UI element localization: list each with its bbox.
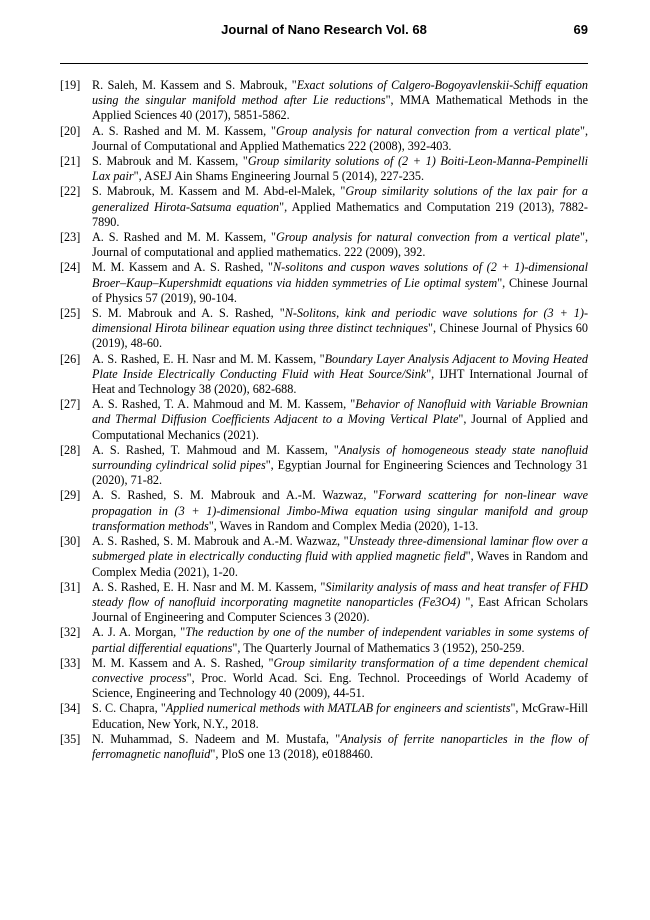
reference-source: ", MMA Mathematical Methods in the Applied Sciences 40 (2017), 5851-5862. bbox=[92, 93, 588, 123]
reference-entry bbox=[60, 534, 588, 580]
reference-authors: A. S. Rashed, S. M. Mabrouk and A.-M. Wazwaz, " bbox=[92, 534, 349, 549]
reference-number: [22] bbox=[60, 184, 81, 199]
reference-text bbox=[92, 306, 588, 352]
reference-source: ", IJHT International Journal of Heat and Technology 38 (2020), 682-688. bbox=[92, 366, 588, 397]
reference-authors: A. S. Rashed, E. H. Nasr and M. M. Kassem, " bbox=[92, 579, 326, 594]
reference-title: Group similarity solutions of (2 + 1) Boiti-Leon-Manna-Pempinelli Lax pair bbox=[92, 154, 588, 184]
reference-title: Forward scattering for non-linear wave propagation in (3 + 1)-dimensional Jimbo-Miwa equation using singular manifold and group transformation methods bbox=[92, 488, 588, 533]
reference-source: ", Waves in Random and Complex Media (2021), 1-20. bbox=[92, 549, 589, 579]
reference-authors: S. C. Chapra, " bbox=[92, 701, 166, 716]
reference-authors: R. Saleh, M. Kassem and S. Mabrouk, " bbox=[92, 78, 297, 92]
reference-title: N-Solitons, kink and periodic wave solutions for (3 + 1)-dimensional Hirota bilinear equation using three distinct techniques bbox=[92, 306, 588, 336]
reference-number: [23] bbox=[60, 230, 81, 245]
reference-entry bbox=[60, 488, 588, 534]
reference-text bbox=[92, 352, 588, 398]
reference-source: ", East African Scholars Journal of Engineering and Computer Sciences 3 (2020). bbox=[92, 594, 588, 625]
reference-text bbox=[92, 230, 588, 260]
reference-source: ", Chinese Journal of Physics 57 (2019), 90-104. bbox=[92, 275, 588, 305]
reference-text bbox=[92, 443, 588, 489]
reference-authors: A. S. Rashed, T. Mahmoud and M. Kassem, " bbox=[92, 442, 339, 457]
reference-title: Analysis of homogeneous steady state nanofluid surrounding cylindrical solid pipes bbox=[92, 442, 588, 473]
reference-authors: M. M. Kassem and A. S. Rashed, " bbox=[92, 260, 273, 275]
reference-title: The reduction by one of the number of independent variables in some systems of partial differential equations bbox=[92, 625, 588, 655]
reference-title: Exact solutions of Calgero-Bogoyavlenskii-Schiff equation using the singular manifold method after Lie reductions bbox=[92, 78, 588, 108]
reference-entry bbox=[60, 656, 588, 702]
reference-authors: S. Mabrouk and M. Kassem, " bbox=[92, 154, 248, 169]
reference-authors: S. Mabrouk, M. Kassem and M. Abd-el-Malek, " bbox=[92, 184, 346, 199]
reference-entry bbox=[60, 78, 588, 124]
reference-authors: A. S. Rashed, E. H. Nasr and M. M. Kassem, " bbox=[92, 351, 325, 366]
page-number: 69 bbox=[573, 22, 588, 37]
reference-source: ", Chinese Journal of Physics 60 (2019), 48-60. bbox=[92, 321, 588, 351]
reference-authors: A. S. Rashed, T. A. Mahmoud and M. M. Kassem, " bbox=[92, 397, 356, 412]
reference-title: Analysis of ferrite nanoparticles in the flow of ferromagnetic nanofluid bbox=[92, 731, 588, 761]
reference-number: [25] bbox=[60, 306, 81, 321]
reference-text bbox=[92, 534, 588, 580]
header-rule bbox=[60, 63, 588, 64]
reference-number: [28] bbox=[60, 442, 81, 457]
reference-authors: A. S. Rashed and M. M. Kassem, " bbox=[92, 230, 277, 245]
journal-title: Journal of Nano Research Vol. 68 bbox=[221, 22, 427, 37]
reference-entry bbox=[60, 397, 588, 443]
reference-entry bbox=[60, 184, 588, 230]
reference-title: Applied numerical methods with MATLAB for engineers and scientists bbox=[165, 701, 511, 716]
reference-entry bbox=[60, 230, 588, 260]
reference-text bbox=[92, 701, 588, 731]
reference-number: [24] bbox=[60, 260, 81, 275]
reference-number: [27] bbox=[60, 397, 81, 412]
reference-source: ", Applied Mathematics and Computation 219 (2013), 7882-7890. bbox=[92, 199, 588, 229]
reference-number: [19] bbox=[60, 78, 81, 92]
reference-entry bbox=[60, 306, 588, 352]
reference-entry bbox=[60, 625, 588, 655]
reference-number: [20] bbox=[60, 123, 81, 138]
reference-text bbox=[92, 260, 588, 306]
reference-authors: A. S. Rashed and M. M. Kassem, " bbox=[92, 123, 277, 138]
reference-source: ", Waves in Random and Complex Media (2020), 1-13. bbox=[208, 518, 479, 533]
reference-source: ", McGraw-Hill Education, New York, N.Y., 2018. bbox=[92, 701, 589, 731]
reference-authors: M. M. Kassem and A. S. Rashed, " bbox=[92, 655, 274, 670]
reference-source: ", Egyptian Journal for Engineering Sciences and Technology 31 (2020), 71-82. bbox=[92, 458, 588, 488]
running-header bbox=[60, 22, 588, 42]
reference-entry bbox=[60, 352, 588, 398]
reference-text bbox=[92, 656, 588, 702]
reference-entry bbox=[60, 124, 588, 154]
reference-text bbox=[92, 154, 588, 184]
reference-entry bbox=[60, 260, 588, 306]
reference-source: ", Journal of Applied and Computational Mechanics (2021). bbox=[92, 412, 588, 442]
reference-number: [34] bbox=[60, 701, 81, 716]
reference-title: Group analysis for natural convection from a vertical plate bbox=[276, 123, 580, 138]
reference-authors: A. S. Rashed, S. M. Mabrouk and A.-M. Wazwaz, " bbox=[92, 488, 379, 503]
reference-entry bbox=[60, 154, 588, 184]
reference-title: Unsteady three-dimensional laminar flow over a submerged plate in electrically conducting fluid with applied magnetic field bbox=[92, 534, 588, 564]
reference-entry bbox=[60, 580, 588, 626]
reference-number: [32] bbox=[60, 625, 81, 640]
reference-title: Behavior of Nanofluid with Variable Brownian and Thermal Diffusion Coefficients Adjacent to a Moving Vertical Plate bbox=[92, 397, 588, 427]
reference-entry bbox=[60, 443, 588, 489]
reference-title: N-solitons and cuspon waves solutions of (2 + 1)-dimensional Broer–Kaup–Kupershmidt equations via hidden symmetries of Lie optimal system bbox=[92, 260, 589, 290]
reference-source: ", PloS one 13 (2018), e0188460. bbox=[210, 746, 374, 761]
reference-source: ", Journal of computational and applied mathematics. 222 (2009), 392. bbox=[92, 230, 588, 260]
reference-authors: S. M. Mabrouk and A. S. Rashed, " bbox=[92, 306, 285, 321]
reference-text bbox=[92, 397, 588, 443]
reference-title: Group analysis for natural convection from a vertical plate bbox=[276, 230, 580, 245]
reference-text bbox=[92, 184, 588, 230]
reference-source: ", Proc. World Acad. Sci. Eng. Technol. Proceedings of World Academy of Science, Engineering and Technology 40 (2009), 44-51. bbox=[92, 670, 588, 701]
reference-entry bbox=[60, 732, 588, 762]
reference-title: Boundary Layer Analysis Adjacent to Moving Heated Plate Inside Electrically Conducting Fluid with Heat Source/Sink bbox=[92, 351, 588, 381]
reference-authors: N. Muhammad, S. Nadeem and M. Mustafa, " bbox=[92, 731, 341, 746]
reference-title: Similarity analysis of mass and heat transfer of FHD steady flow of nanofluid incorporating magnetite nanoparticles (Fe3O4) bbox=[92, 579, 588, 609]
reference-number: [29] bbox=[60, 488, 81, 503]
reference-entry bbox=[60, 701, 588, 731]
reference-text bbox=[92, 580, 588, 626]
reference-list bbox=[60, 78, 588, 762]
reference-text bbox=[92, 625, 588, 655]
reference-text bbox=[92, 488, 588, 534]
reference-source: ", Journal of Computational and Applied Mathematics 222 (2008), 392-403. bbox=[92, 123, 588, 153]
reference-source: ", ASEJ Ain Shams Engineering Journal 5 (2014), 227-235. bbox=[133, 169, 425, 184]
reference-title: Group similarity transformation of a time dependent chemical convective process bbox=[92, 655, 588, 685]
reference-number: [33] bbox=[60, 655, 81, 670]
reference-text bbox=[92, 78, 588, 124]
reference-number: [35] bbox=[60, 731, 81, 746]
reference-text bbox=[92, 124, 588, 154]
reference-number: [26] bbox=[60, 351, 81, 366]
reference-number: [30] bbox=[60, 534, 81, 549]
reference-title: Group similarity solutions of the lax pair for a generalized Hirota-Satsuma equation bbox=[92, 184, 588, 214]
reference-authors: A. J. A. Morgan, " bbox=[92, 625, 186, 640]
reference-number: [31] bbox=[60, 579, 81, 594]
reference-number: [21] bbox=[60, 154, 81, 169]
reference-text bbox=[92, 732, 588, 762]
reference-source: ", The Quarterly Journal of Mathematics 3 (1952), 250-259. bbox=[232, 640, 525, 655]
